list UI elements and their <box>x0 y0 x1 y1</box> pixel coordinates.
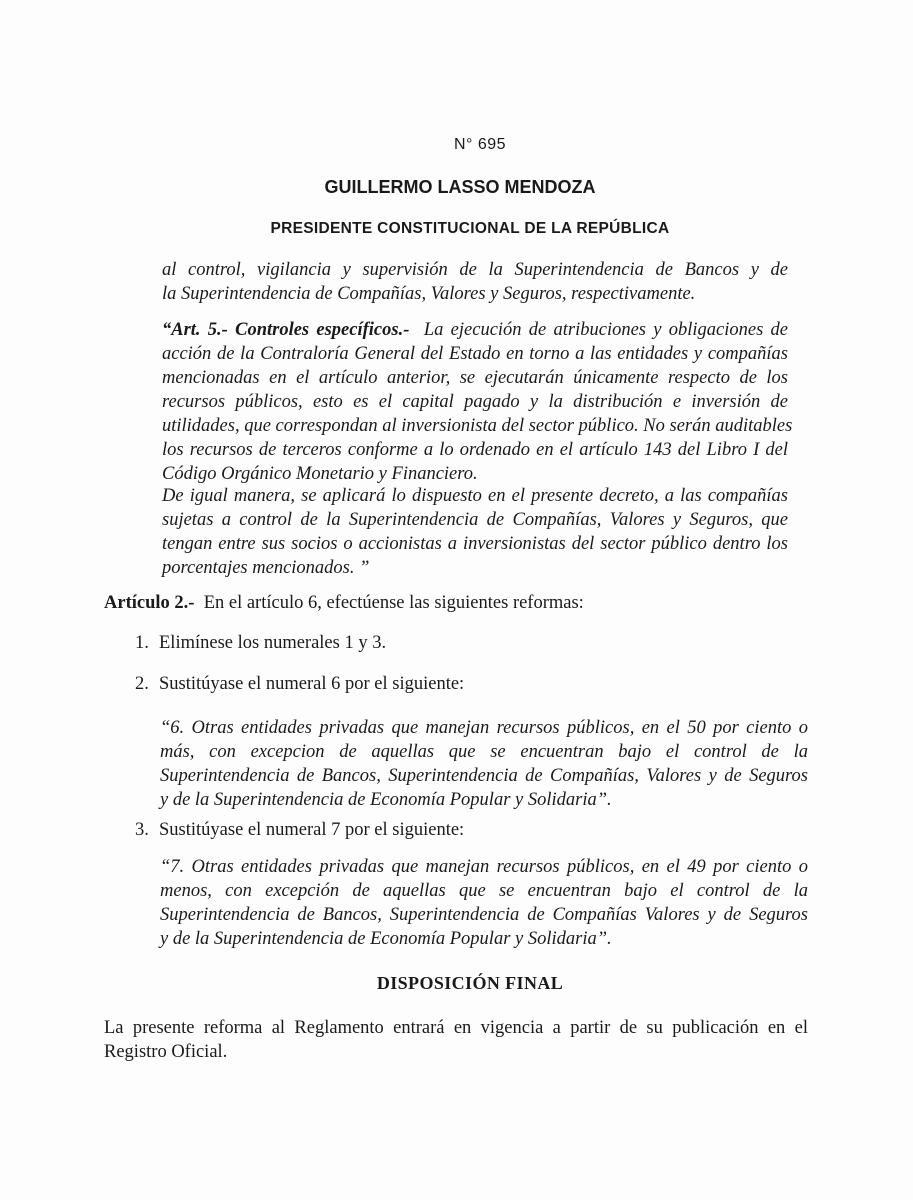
item-text: Sustitúyase el numeral 6 por el siguiente: <box>159 674 465 694</box>
intro-line: la Superintendencia de Compañías, Valores y Seguros, respectivamente. <box>162 284 696 304</box>
quote6-line: Superintendencia de Bancos, Superintendencia de Compañías, Valores y de Seguros <box>160 766 808 786</box>
art5-line: Código Orgánico Monetario y Financiero. <box>162 464 478 484</box>
item-text: Elimínese los numerales 1 y 3. <box>159 633 387 653</box>
art5-p2-line: tengan entre sus socios o accionistas a inversionistas del sector público dentro los <box>162 534 788 554</box>
articulo-2-heading <box>104 591 804 615</box>
final-provision-paragraph <box>104 1016 808 1064</box>
final-line: La presente reforma al Reglamento entrará en vigencia a partir de su publicación en el <box>104 1018 808 1038</box>
art5-line <box>162 318 788 342</box>
quote7-line: menos, con excepción de aquellas que se encuentran bajo el control de la <box>160 881 808 901</box>
decree-number: N° 695 <box>453 136 507 153</box>
articulo-2-label: Artículo 2.- <box>104 593 195 613</box>
reform-item-2 <box>135 672 735 696</box>
president-name: GUILLERMO LASSO MENDOZA <box>324 177 596 197</box>
quote7-line: y de la Superintendencia de Economía Popular y Solidaria”. <box>160 929 612 949</box>
intro-line: al control, vigilancia y supervisión de la Superintendencia de Bancos y de <box>162 260 788 280</box>
art5-label: “Art. 5.- Controles específicos.- <box>162 320 410 340</box>
quote-numeral-6 <box>160 716 808 812</box>
quote7-line: “7. Otras entidades privadas que manejan recursos públicos, en el 49 por ciento o <box>160 857 808 877</box>
item-number: 1. <box>135 633 149 653</box>
intro-paragraph <box>162 258 788 306</box>
reform-item-3 <box>135 818 735 842</box>
final-line: Registro Oficial. <box>104 1042 228 1062</box>
art5-p2-line: De igual manera, se aplicará lo dispuesto en el presente decreto, a las compañías <box>162 486 788 506</box>
quote7-line: Superintendencia de Bancos, Superintendencia de Compañías Valores y de Seguros <box>160 905 808 925</box>
art5-line: los recursos de terceros conforme a lo ordenado en el artículo 143 del Libro I del <box>162 440 788 460</box>
item-text: Sustitúyase el numeral 7 por el siguiente: <box>159 820 465 840</box>
quote6-line: y de la Superintendencia de Economía Popular y Solidaria”. <box>160 790 612 810</box>
quote6-line: más, con excepcion de aquellas que se encuentran bajo el control de la <box>160 742 808 762</box>
art5-line: mencionadas en el artículo anterior, se ejecutarán únicamente respecto de los <box>162 368 788 388</box>
quote6-line: “6. Otras entidades privadas que manejan recursos públicos, en el 50 por ciento o <box>160 718 808 738</box>
art5-second-paragraph <box>162 484 788 580</box>
reform-item-1 <box>135 631 735 655</box>
item-number: 3. <box>135 820 149 840</box>
art5-p2-line: porcentajes mencionados. ” <box>162 558 370 578</box>
item-number: 2. <box>135 674 149 694</box>
art5-paragraph <box>162 318 793 486</box>
art5-line: acción de la Contraloría General del Estado en torno a las entidades y compañías <box>162 344 788 364</box>
art5-line: utilidades, que correspondan al inversionista del sector público. No serán auditables <box>162 416 793 436</box>
art5-first-text: La ejecución de atribuciones y obligaciones de <box>423 320 788 340</box>
art5-p2-line: sujetas a control de la Superintendencia de Compañías, Valores y Seguros, que <box>162 510 788 530</box>
articulo-2-text: En el artículo 6, efectúense las siguientes reformas: <box>203 593 584 613</box>
final-provision-title: DISPOSICIÓN FINAL <box>376 973 564 993</box>
quote-numeral-7 <box>160 855 808 951</box>
president-title: PRESIDENTE CONSTITUCIONAL DE LA REPÚBLICA <box>270 220 670 237</box>
art5-line: recursos públicos, esto es el capital pagado y la distribución e inversión de <box>162 392 788 412</box>
